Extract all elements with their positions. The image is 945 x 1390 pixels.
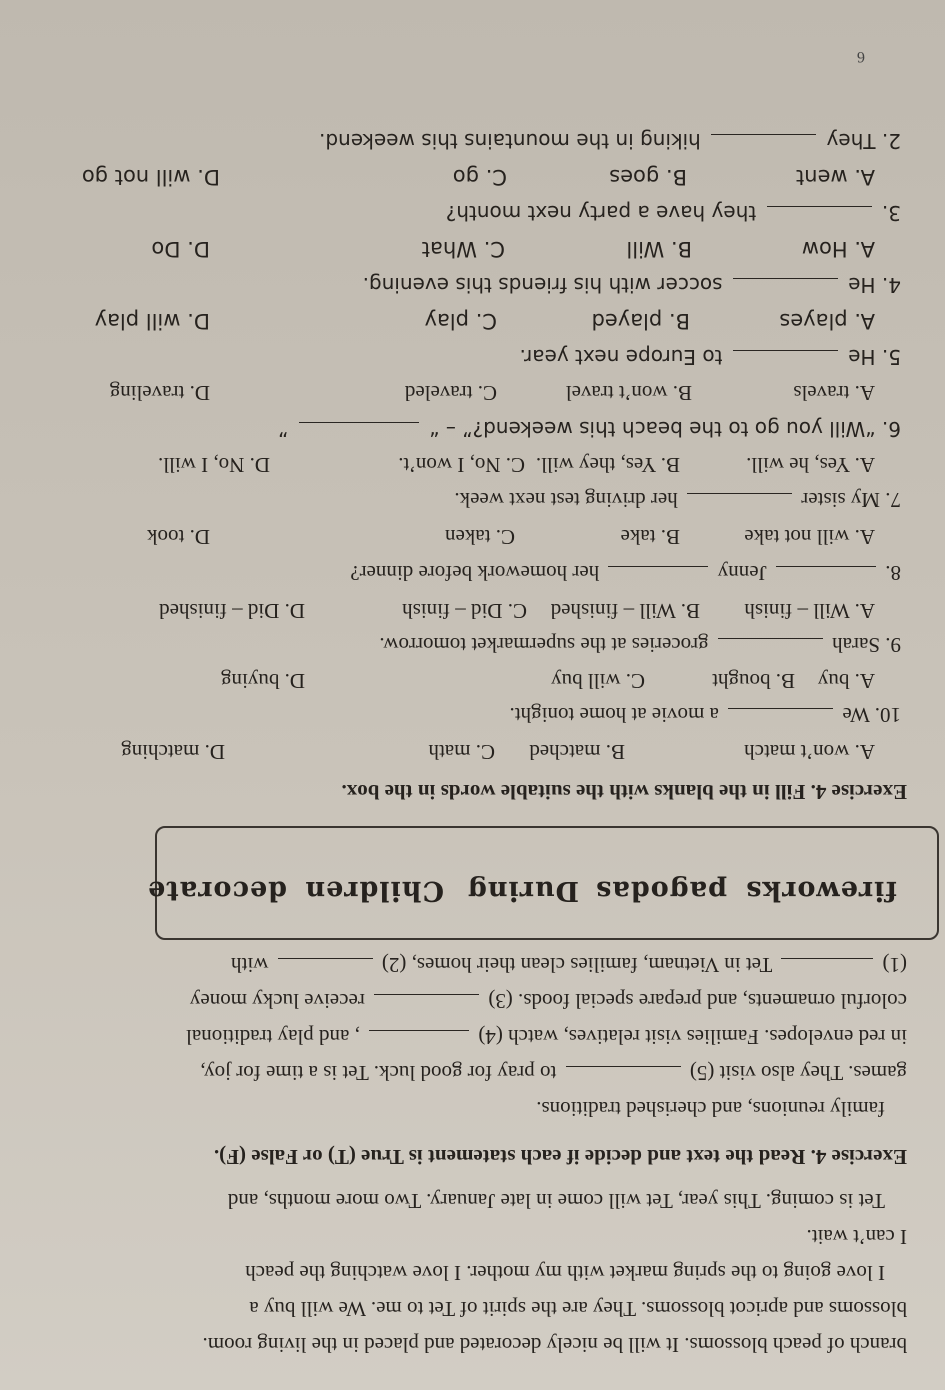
option-b[interactable]: B. played (591, 309, 690, 333)
answer-blank[interactable] (733, 278, 838, 280)
stem-text: groceries at the supermarket tomorrow. (379, 633, 709, 657)
option-d[interactable]: D. Did – finished (159, 599, 305, 623)
stem-text: hiking in the mountains this weekend. (319, 129, 701, 153)
passage-line: branch of peach blossoms. It will be nicely decorated and placed in the living room. (202, 1333, 907, 1357)
paragraph-text: Tet in Vietnam, families clean their homes, (2) (381, 953, 773, 977)
option-c[interactable]: C. go (452, 165, 507, 189)
stem-text: 4. He (848, 273, 901, 297)
option-a[interactable]: A. will not take (744, 525, 875, 549)
option-b[interactable]: B. matched (529, 740, 625, 764)
exercise-true-false-title: Exercise 4. Read the text and decide if each statement is True (T) or False (F). (213, 1145, 907, 1169)
stem-text: 9. Sarah (832, 633, 901, 657)
option-b[interactable]: B. goes (609, 165, 687, 189)
word-option[interactable]: fireworks (745, 875, 897, 906)
stem-text: 8. (885, 561, 901, 585)
question-stem (454, 487, 901, 513)
word-box (147, 826, 939, 940)
option-d[interactable]: D. buying (221, 669, 305, 693)
answer-blank[interactable] (776, 566, 876, 568)
option-a[interactable]: A. won’t match (744, 740, 875, 764)
question-stem (363, 272, 901, 298)
paragraph-text: games. They also visit (5) (689, 1061, 907, 1085)
paragraph-line (190, 988, 907, 1014)
option-b[interactable]: B. Will – finished (550, 599, 700, 623)
word-option[interactable]: During (466, 875, 579, 906)
stem-text: 2. They (826, 129, 901, 153)
answer-blank[interactable] (733, 350, 838, 352)
option-d[interactable]: D. will not go (81, 165, 220, 189)
page-number: 6 (857, 48, 865, 65)
stem-text: a movie at home tonight. (509, 703, 719, 727)
paragraph-line (200, 1060, 907, 1086)
question-stem (350, 560, 901, 586)
question-stem (510, 702, 901, 728)
word-option[interactable]: Children (304, 875, 444, 906)
question-stem (379, 632, 901, 658)
answer-blank[interactable] (728, 708, 833, 710)
paragraph-text: in red envelopes. Families visit relatives, watch (4) (478, 1025, 907, 1049)
stem-text: to Europe next year. (519, 345, 723, 369)
passage-line: Tet is coming. This year, Tet will come in late January. Two more months, and (227, 1189, 885, 1213)
question-stem (278, 416, 901, 442)
option-a[interactable]: A. playes (779, 309, 875, 333)
paragraph-line (186, 1024, 907, 1050)
paragraph-line (231, 952, 907, 978)
option-a[interactable]: A. buy (817, 669, 875, 693)
option-b[interactable]: B. take (620, 525, 680, 549)
stem-text: 5. He (848, 345, 901, 369)
stem-text: soccer with his friends this evening. (362, 273, 723, 297)
stem-text: ” (278, 417, 289, 441)
paragraph-text: receive lucky money (189, 989, 365, 1013)
option-d[interactable]: D. matching (121, 740, 225, 764)
option-c[interactable]: C. taken (445, 525, 515, 549)
word-option[interactable]: pagodas (595, 875, 727, 906)
stem-text: they have a party next month? (445, 201, 757, 225)
option-d[interactable]: D. traveling (109, 381, 210, 405)
passage-line: blossoms and apricot blossoms. They are the spirit of Tet to me. We will buy a (249, 1297, 907, 1321)
option-a[interactable]: A. Will – finish (744, 599, 875, 623)
stem-text: 7. My sister (801, 488, 901, 512)
answer-blank[interactable] (718, 638, 823, 640)
option-d[interactable]: D. took (147, 525, 210, 549)
option-a[interactable]: A. How (801, 237, 875, 261)
blank-2[interactable] (278, 958, 373, 960)
option-a[interactable]: A. travels (793, 381, 875, 405)
answer-blank[interactable] (299, 422, 419, 424)
question-stem (520, 344, 901, 370)
option-b[interactable]: B. Yes, they will. (535, 453, 680, 477)
option-c[interactable]: C. Did – finish (402, 599, 527, 623)
paragraph-line (536, 1096, 885, 1122)
stem-text: her homework before dinner? (350, 561, 600, 585)
stem-text: her driving test next week. (454, 488, 678, 512)
answer-blank[interactable] (609, 566, 709, 568)
word-option[interactable]: decorate (147, 875, 287, 906)
option-a[interactable]: A. went (796, 165, 875, 189)
option-d[interactable]: D. No, I will. (158, 453, 270, 477)
option-d[interactable]: D. will play (94, 309, 210, 333)
answer-blank[interactable] (767, 206, 872, 208)
blank-4[interactable] (369, 1030, 469, 1032)
option-c[interactable]: C. What (421, 237, 505, 261)
paragraph-text: colorful ornaments, and prepare special foods. (3) (488, 989, 907, 1013)
paragraph-text: to pray for good luck. Tet is a time for joy, (200, 1061, 557, 1085)
paragraph-text: family reunions, and cherished traditions. (536, 1097, 885, 1121)
answer-blank[interactable] (687, 493, 792, 495)
paragraph-text: (1) (882, 953, 907, 977)
passage-line: I can’t wait. (806, 1225, 907, 1249)
blank-5[interactable] (566, 1066, 681, 1068)
stem-text: Jenny (717, 561, 767, 585)
option-c[interactable]: C. No, I won’t. (398, 453, 525, 477)
option-a[interactable]: A. Yes, he will. (746, 453, 875, 477)
option-b[interactable]: B. bought (712, 669, 795, 693)
option-c[interactable]: C. math (428, 740, 495, 764)
answer-blank[interactable] (711, 134, 816, 136)
option-c[interactable]: C. play (424, 309, 497, 333)
blank-3[interactable] (374, 994, 479, 996)
option-b[interactable]: B. Will (626, 237, 692, 261)
option-b[interactable]: B. won’t travel (565, 381, 692, 405)
stem-text: 6. “Will you go to the beach this weekend?” – “ (429, 417, 901, 441)
blank-1[interactable] (781, 958, 873, 960)
option-d[interactable]: D. Do (151, 237, 210, 261)
stem-text: 3. (881, 201, 901, 225)
stem-text: 10. We (842, 703, 901, 727)
question-stem (446, 200, 901, 226)
exercise-fill-title: Exercise 4. Fill in the blanks with the suitable words in the box. (341, 780, 907, 804)
option-c[interactable]: C. traveled (404, 381, 497, 405)
paragraph-text: , and play traditional (186, 1025, 360, 1049)
option-c[interactable]: C. will buy (551, 669, 645, 693)
passage-line: I love going to the spring market with my mother. I love watching the peach (245, 1261, 885, 1285)
question-stem (319, 128, 901, 154)
paragraph-text: with (231, 953, 269, 977)
